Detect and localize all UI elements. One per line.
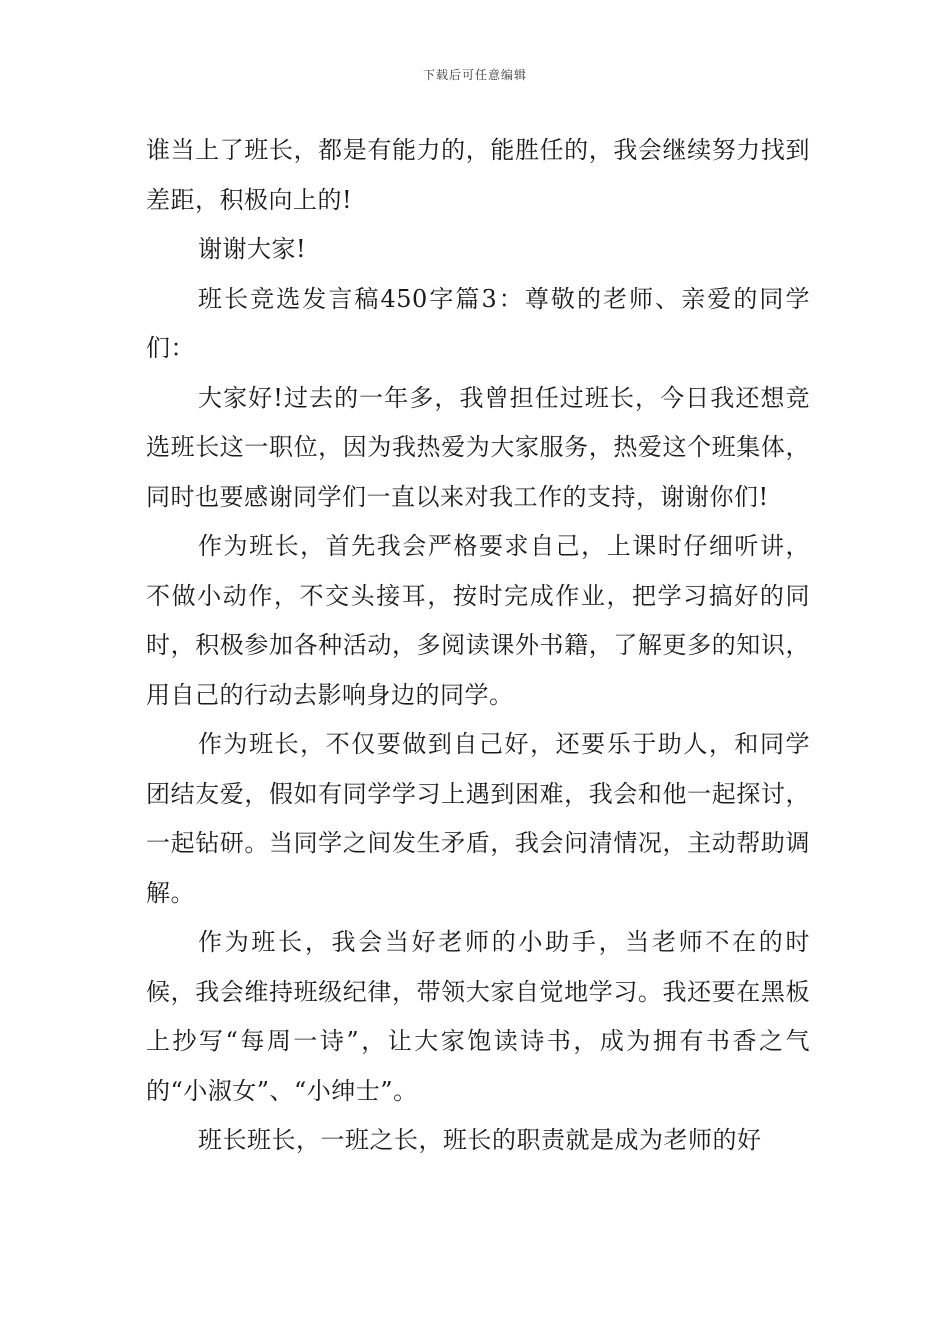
paragraph-6: 作为班长，不仅要做到自己好，还要乐于助人，和同学团结友爱，假如有同学学习上遇到困难，我会和他一起探讨，一起钻研。当同学之间发生矛盾，我会问清情况，主动帮助调解。 (146, 730, 810, 907)
page-header: 下载后可任意编辑 (422, 68, 527, 82)
paragraph-7: 作为班长，我会当好老师的小助手，当老师不在的时候，我会维持班级纪律，带领大家自觉地学习。我还要在黑板上抄写“每周一诗”，让大家饱读诗书，成为拥有书香之气的“小淑女”、“小绅士”。 (146, 928, 810, 1105)
paragraph-1: 谁当上了班长，都是有能力的，能胜任的，我会继续努力找到差距，积极向上的! (146, 136, 810, 214)
paragraph-4: 大家好!过去的一年多，我曾担任过班长，今日我还想竞选班长这一职位，因为我热爱为大家服务，热爱这个班集体，同时也要感谢同学们一直以来对我工作的支持，谢谢你们! (146, 383, 810, 511)
paragraph-5: 作为班长，首先我会严格要求自己，上课时仔细听讲，不做小动作，不交头接耳，按时完成作业，把学习搞好的同时，积极参加各种活动，多阅读课外书籍，了解更多的知识，用自己的行动去影响身边的同学。 (146, 532, 810, 709)
paragraph-8: 班长班长，一班之长，班长的职责就是成为老师的好 (198, 1126, 762, 1154)
document-body (146, 126, 810, 1166)
paragraph-3: 班长竞选发言稿450字篇3：尊敬的老师、亲爱的同学们： (146, 284, 810, 362)
paragraph-2: 谢谢大家! (198, 235, 307, 263)
